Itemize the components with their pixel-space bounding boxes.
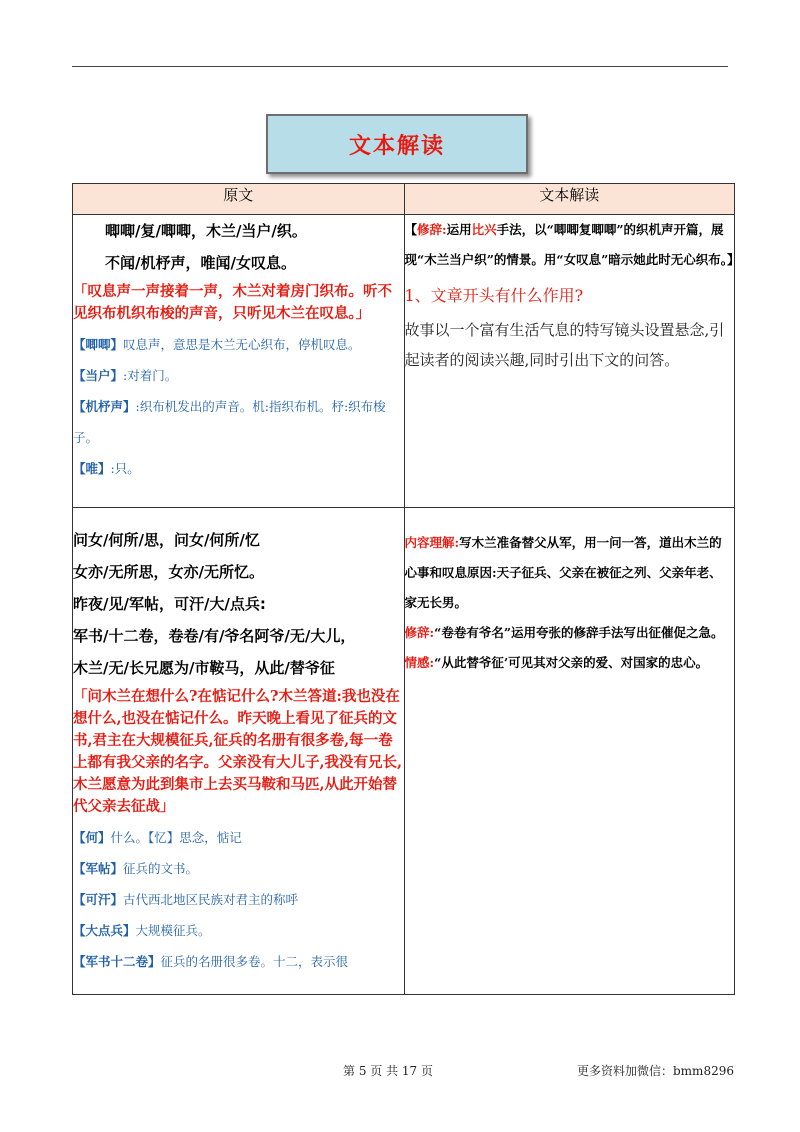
annotation: 【唯】:只。 — [73, 461, 140, 476]
analysis-cell — [404, 215, 740, 508]
original-line: 唧唧/复/唧唧，木兰/当户/织。 — [105, 222, 307, 240]
answer-text: 故事以一个富有生活气息的特写镜头设置悬念,引起读者的阅读兴趣,同时引出下文的问答。 — [404, 321, 725, 369]
table-header-row — [73, 184, 735, 215]
translation-text: 「问木兰在想什么?在惦记什么?木兰答道:我也没在想什么,也没在惦记什么。昨天晚上看见了征兵的文书,君主在大规模征兵,征兵的名册有很多卷,每一卷上都有我父亲的名字。父亲没有大儿子,我没有兄长,木兰愿意为此到集市上去买马鞍和马匹,从此开始替代父亲去征战」 — [73, 688, 403, 815]
annotation: 【何】什么。【忆】思念，惦记 — [73, 830, 242, 845]
footer-contact: 更多资料加微信：bmm8296 — [577, 1064, 734, 1078]
analysis-cell — [404, 508, 735, 995]
page-title: 文本解读 — [348, 133, 445, 159]
original-cell — [73, 215, 405, 508]
original-line: 不闻/机杼声，唯闻/女叹息。 — [105, 254, 296, 272]
question-heading: 1、文章开头有什么作用? — [404, 286, 584, 305]
analysis-emotion: 情感:“从此替爷征’可见其对父亲的爱、对国家的忠心。 — [404, 655, 709, 670]
analysis-content: 内容理解:写木兰准备替父从军，用一问一答，道出木兰的心事和叹息原因:天子征兵、父亲在被征之列、父亲年老、家无长男。 — [404, 535, 722, 610]
header-original: 原文 — [73, 184, 405, 215]
translation-text: 「叹息声一声接着一声，木兰对着房门织布。听不见织布机织布梭的声音，只听见木兰在叹息。」 — [73, 283, 392, 322]
annotation: 【当户】:对着门。 — [73, 368, 178, 383]
title-banner — [266, 114, 528, 174]
original-line: 问女/何所/思，问女/何所/忆 — [73, 531, 260, 549]
original-cell — [73, 508, 405, 995]
header-analysis: 文本解读 — [404, 184, 735, 215]
original-line: 木兰/无/长兄愿为/市鞍马，从此/替爷征 — [73, 659, 335, 677]
original-line: 昨夜/见/军帖，可汗/大/点兵: — [73, 595, 266, 613]
table-row — [73, 508, 735, 995]
annotation: 【大点兵】大规模征兵。 — [73, 923, 211, 938]
reading-table — [72, 183, 740, 995]
analysis-rhetoric: 【修辞:运用比兴手法，以“唧唧复唧唧”的织机声开篇，展现“木兰当户织”的情景。用“女叹息”暗示她此时无心织布。】 — [404, 222, 740, 267]
annotation: 【可汗】古代西北地区民族对君主的称呼 — [73, 892, 299, 907]
table-row — [73, 215, 735, 508]
header-rule — [72, 66, 728, 67]
annotation: 【机杼声】:织布机发出的声音。机:指织布机。杼:织布梭子。 — [73, 399, 386, 445]
annotation: 【军书十二卷】征兵的名册很多卷。十二，表示很 — [73, 954, 349, 969]
original-line: 军书/十二卷，卷卷/有/爷名阿爷/无/大儿， — [73, 627, 356, 645]
page-number: 第 5 页 共 17 页 — [343, 1064, 433, 1078]
annotation: 【唧唧】叹息声，意思是木兰无心织布，停机叹息。 — [73, 337, 361, 352]
original-line: 女亦/无所思，女亦/无所忆。 — [73, 563, 264, 581]
annotation: 【军帖】征兵的文书。 — [73, 861, 199, 876]
analysis-rhetoric: 修辞:“卷卷有爷名”运用夸张的修辞手法写出征催促之急。 — [404, 625, 724, 640]
